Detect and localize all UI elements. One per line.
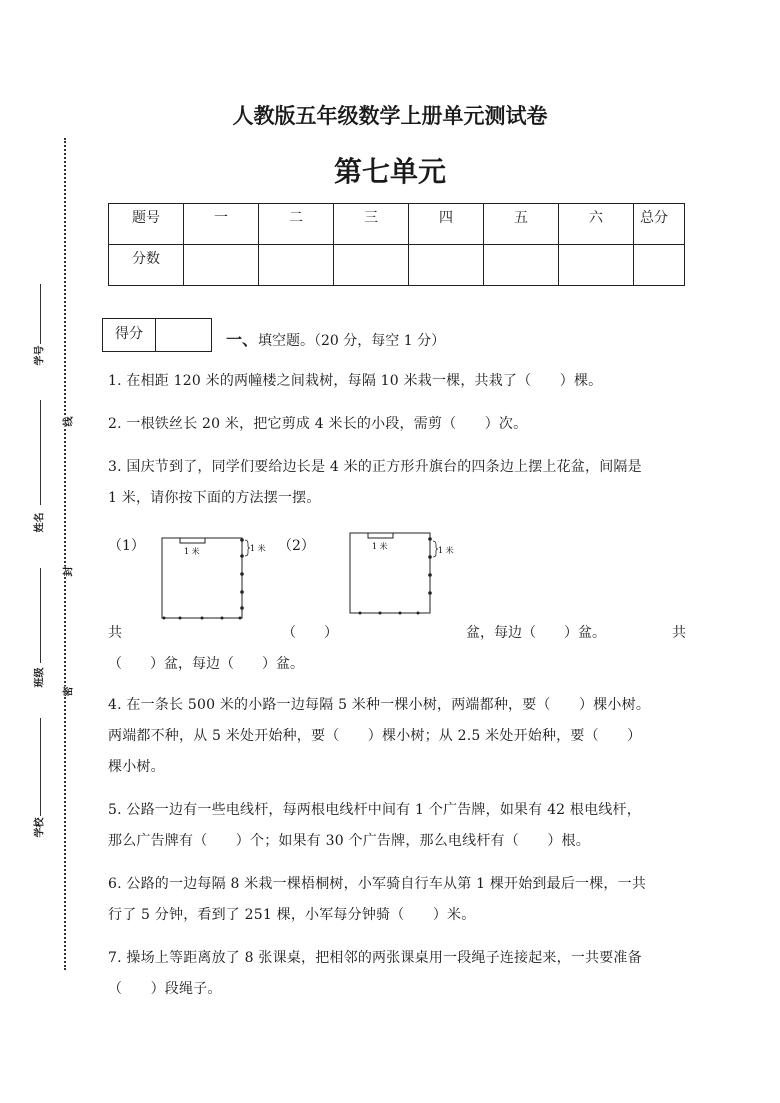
score-cell[interactable] <box>334 245 409 286</box>
meter-label: 1 米 <box>250 544 266 553</box>
score-header-cell: 六 <box>559 204 634 245</box>
student-id-underline <box>40 284 42 344</box>
score-header-cell: 题号 <box>109 204 184 245</box>
score-header-cell: 一 <box>184 204 259 245</box>
q3-answer-a-gong: 共 <box>108 625 122 641</box>
score-cell[interactable] <box>559 245 634 286</box>
section-heading <box>226 327 445 350</box>
class-label: 班级 <box>34 667 46 688</box>
meter-label: 1 米 <box>438 546 454 555</box>
square-platform-figure-2 <box>338 525 468 620</box>
section-text: 填空题。（20 分，每空 1 分） <box>258 333 446 349</box>
score-cell[interactable] <box>259 245 334 286</box>
unit-title: 第七单元 <box>333 155 446 188</box>
q3-answer-a-rest: 盆，每边（ ）盆。 <box>466 625 606 641</box>
score-header-cell: 总分 <box>634 204 685 245</box>
score-cell[interactable] <box>484 245 559 286</box>
question-7-line-1: 7. 操场上等距离放了 8 张课桌，把相邻的两张课桌用一段绳子连接起来，一共要准备 <box>108 950 642 966</box>
question-2: 2. 一根铁丝长 20 米，把它剪成 4 米长的小段，需剪（ ）次。 <box>108 416 528 432</box>
question-5-line-2: 那么广告牌有（ ）个；如果有 30 个广告牌，那么电线杆有（ ）根。 <box>108 833 590 849</box>
question-4-line-2: 两端都不种，从 5 米处开始种，要（ ）棵小树；从 2.5 米处开始种，要（ ） <box>108 728 642 744</box>
margin-char-line: 线 <box>60 417 75 427</box>
margin-char-seal: 封 <box>60 567 75 577</box>
q3-answer-b-line: （ ）盆，每边（ ）盆。 <box>108 656 304 672</box>
section-number: 一、 <box>226 330 259 349</box>
score-table-header-row <box>109 204 685 245</box>
score-header-cell: 三 <box>334 204 409 245</box>
score-header-cell: 四 <box>409 204 484 245</box>
question-6-line-1: 6. 公路的一边每隔 8 米栽一棵梧桐树，小军骑自行车从第 1 棵开始到最后一棵，一共 <box>108 876 647 892</box>
meter-label: 1 米 <box>184 547 200 556</box>
score-header-cell: 二 <box>259 204 334 245</box>
binding-dotted-line <box>64 138 66 970</box>
question-4-line-3: 棵小树。 <box>108 759 165 775</box>
section-score-box <box>102 318 212 352</box>
page-title: 人教版五年级数学上册单元测试卷 <box>232 104 548 128</box>
student-id-label: 学号 <box>34 345 46 366</box>
meter-label: 1 米 <box>372 542 388 551</box>
school-label: 学校 <box>34 817 46 838</box>
class-underline <box>40 568 42 663</box>
question-3-line-1: 3. 国庆节到了，同学们要给边长是 4 米的正方形升旗台的四条边上摆上花盆，间隔是 <box>108 459 642 475</box>
name-underline <box>40 400 42 505</box>
score-row-label: 分数 <box>109 245 184 286</box>
square-platform-figure-1 <box>150 530 280 625</box>
q3-answer-a-blank[interactable]: （ ） <box>282 625 338 641</box>
school-underline <box>40 718 42 816</box>
q3-answer-b-gong: 共 <box>672 625 686 641</box>
score-table-score-row <box>109 245 685 286</box>
question-5-line-1: 5. 公路一边有一些电线杆，每两根电线杆中间有 1 个广告牌，如果有 42 根电线杆， <box>108 802 641 818</box>
score-cell[interactable] <box>184 245 259 286</box>
score-header-cell: 五 <box>484 204 559 245</box>
question-4-line-1: 4. 在一条长 500 米的小路一边每隔 5 米种一棵小树，两端都种，要（ ）棵小树。 <box>108 697 651 713</box>
question-1: 1. 在相距 120 米的两幢楼之间栽树，每隔 10 米栽一棵，共栽了（ ）棵。 <box>108 373 603 389</box>
question-3-line-2: 1 米，请你按下面的方法摆一摆。 <box>108 490 321 506</box>
section-score-label: 得分 <box>103 319 156 351</box>
score-table <box>108 203 685 286</box>
q3-figure-label-1: （1） <box>108 538 145 554</box>
question-6-line-2: 行了 5 分钟，看到了 251 棵，小军每分钟骑（ ）米。 <box>108 907 476 923</box>
q3-figure-label-2: （2） <box>278 538 315 554</box>
score-cell[interactable] <box>409 245 484 286</box>
margin-char-secret: 密 <box>60 687 75 697</box>
name-label: 姓名 <box>34 512 46 533</box>
question-7-line-2: （ ）段绳子。 <box>108 981 222 997</box>
score-cell[interactable] <box>634 245 685 286</box>
